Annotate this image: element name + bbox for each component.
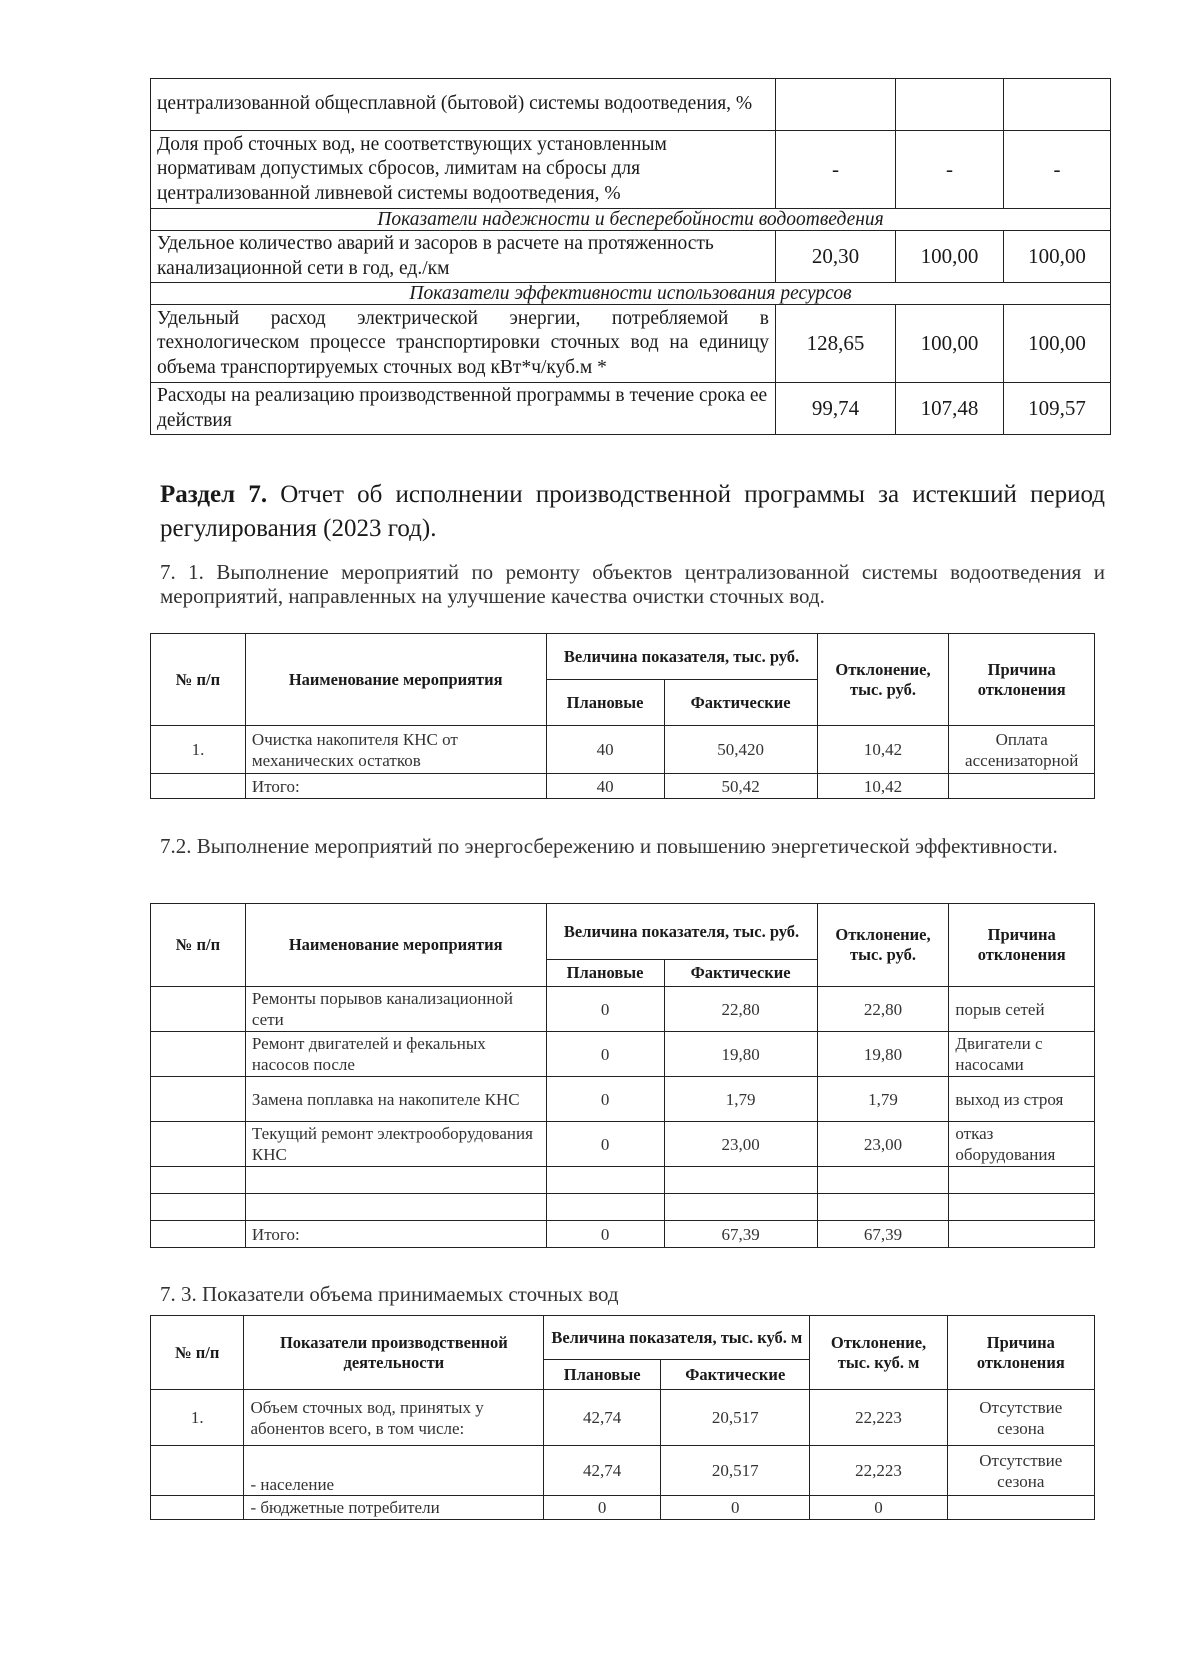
cell-deviation: 10,42 [817, 774, 949, 799]
section-heading: Показатели эффективности использования ресурсов [151, 283, 1111, 305]
cell-name: Очистка накопителя КНС от механических остатков [245, 726, 546, 774]
indicator-value: - [1004, 131, 1111, 209]
cell-reason: выход из строя [949, 1077, 1095, 1122]
cell-number [151, 1167, 246, 1194]
table-row [151, 1221, 1095, 1248]
cell-reason: Отсутствие сезона [947, 1390, 1094, 1446]
col-name: Наименование мероприятия [245, 904, 546, 987]
cell-fact: 20,517 [661, 1390, 810, 1446]
section-number: Раздел 7. [160, 481, 268, 508]
cell-plan: 0 [544, 1496, 661, 1520]
table-row [151, 1446, 1095, 1496]
table-row [151, 1496, 1095, 1520]
col-reason: Причина отклонения [949, 634, 1095, 726]
cell-reason: отказ оборудования [949, 1122, 1095, 1167]
cell-reason [949, 774, 1095, 799]
cell-reason [949, 1194, 1095, 1221]
cell-plan: 0 [546, 1077, 664, 1122]
cell-reason [949, 1167, 1095, 1194]
cell-number [151, 987, 246, 1032]
col-deviation: Отклонение, тыс. куб. м [810, 1316, 947, 1390]
col-value: Величина показателя, тыс. руб. [546, 904, 817, 960]
cell-fact: 23,00 [664, 1122, 817, 1167]
col-name: Показатели производственной деятельности [244, 1316, 544, 1390]
cell-name: Замена поплавка на накопителе КНС [245, 1077, 546, 1122]
table-row [151, 305, 1111, 383]
paragraph-7-2: 7.2. Выполнение мероприятий по энергосбережению и повышению энергетической эффективности. [160, 834, 1058, 858]
indicator-label: централизованной общесплавной (бытовой) системы водоотведения, % [151, 79, 776, 131]
cell-deviation: 22,223 [810, 1446, 947, 1496]
cell-name: Объем сточных вод, принятых у абонентов всего, в том числе: [244, 1390, 544, 1446]
indicator-value: 100,00 [1004, 305, 1111, 383]
cell-number [151, 1496, 244, 1520]
indicator-label: Удельное количество аварий и засоров в расчете на протяженность канализационной сети в год, ед./км [151, 231, 776, 283]
paragraph-7-3: 7. 3. Показатели объема принимаемых сточных вод [160, 1282, 619, 1306]
cell-deviation: 67,39 [817, 1221, 949, 1248]
cell-name: Ремонты порывов канализационной сети [245, 987, 546, 1032]
indicator-value: 100,00 [896, 305, 1004, 383]
cell-plan [546, 1167, 664, 1194]
energy-measures-table [150, 903, 1095, 1248]
table-row [151, 1167, 1095, 1194]
cell-fact [664, 1167, 817, 1194]
cell-deviation [817, 1167, 949, 1194]
cell-fact: 67,39 [664, 1221, 817, 1248]
indicators-table [150, 78, 1111, 435]
cell-number: 1. [151, 1390, 244, 1446]
indicator-label: Расходы на реализацию производственной программы в течение срока ее действия [151, 383, 776, 435]
table-row [151, 1390, 1095, 1446]
cell-name: - бюджетные потребители [244, 1496, 544, 1520]
cell-name: Итого: [245, 1221, 546, 1248]
table-row [151, 774, 1095, 799]
col-name: Наименование мероприятия [245, 634, 546, 726]
cell-fact: 19,80 [664, 1032, 817, 1077]
indicator-value: 128,65 [776, 305, 896, 383]
cell-number [151, 1077, 246, 1122]
col-deviation: Отклонение, тыс. руб. [817, 904, 949, 987]
col-value: Величина показателя, тыс. куб. м [544, 1316, 810, 1360]
cell-deviation: 0 [810, 1496, 947, 1520]
table-row [151, 383, 1111, 435]
cell-name: - население [244, 1446, 544, 1496]
col-reason: Причина отклонения [949, 904, 1095, 987]
cell-name [245, 1194, 546, 1221]
col-plan: Плановые [546, 680, 664, 726]
section-row [151, 209, 1111, 231]
cell-plan: 40 [546, 774, 664, 799]
indicator-value [776, 79, 896, 131]
cell-fact: 20,517 [661, 1446, 810, 1496]
cell-number: 1. [151, 726, 246, 774]
cell-reason: Оплата ассенизаторной [949, 726, 1095, 774]
section-heading: Показатели надежности и бесперебойности водоотведения [151, 209, 1111, 231]
wastewater-volume-table [150, 1315, 1095, 1520]
cell-fact: 22,80 [664, 987, 817, 1032]
cell-deviation: 1,79 [817, 1077, 949, 1122]
indicator-value: 99,74 [776, 383, 896, 435]
cell-plan: 0 [546, 1122, 664, 1167]
indicator-value: 109,57 [1004, 383, 1111, 435]
col-fact: Фактические [664, 680, 817, 726]
cell-plan: 42,74 [544, 1390, 661, 1446]
cell-plan: 40 [546, 726, 664, 774]
indicator-value: - [896, 131, 1004, 209]
cell-name: Текущий ремонт электрооборудования КНС [245, 1122, 546, 1167]
cell-reason [947, 1496, 1094, 1520]
table-row [151, 1194, 1095, 1221]
cell-name: Итого: [245, 774, 546, 799]
section-row [151, 283, 1111, 305]
cell-fact: 50,420 [664, 726, 817, 774]
table-row [151, 1077, 1095, 1122]
cell-name: Ремонт двигателей и фекальных насосов после [245, 1032, 546, 1077]
cell-deviation: 19,80 [817, 1032, 949, 1077]
cell-plan: 0 [546, 987, 664, 1032]
table-row [151, 987, 1095, 1032]
col-plan: Плановые [544, 1360, 661, 1390]
cell-fact [664, 1194, 817, 1221]
cell-reason: порыв сетей [949, 987, 1095, 1032]
section-title [160, 478, 1105, 546]
cell-fact: 1,79 [664, 1077, 817, 1122]
paragraph-7-1: 7. 1. Выполнение мероприятий по ремонту объектов централизованной системы водоотведения и мероприятий, направленных на улучшение качества очистки сточных вод. [160, 560, 1105, 608]
col-fact: Фактические [664, 960, 817, 987]
table-row [151, 79, 1111, 131]
table-row [151, 726, 1095, 774]
cell-reason: Отсутствие сезона [947, 1446, 1094, 1496]
cell-number [151, 1221, 246, 1248]
table-row [151, 131, 1111, 209]
indicator-value: 100,00 [896, 231, 1004, 283]
col-number: № п/п [151, 634, 246, 726]
table-row [151, 1032, 1095, 1077]
col-deviation: Отклонение, тыс. руб. [817, 634, 949, 726]
cell-deviation: 22,223 [810, 1390, 947, 1446]
col-reason: Причина отклонения [947, 1316, 1094, 1390]
cell-plan: 0 [546, 1221, 664, 1248]
repair-measures-table [150, 633, 1095, 799]
cell-reason [949, 1221, 1095, 1248]
cell-number [151, 1032, 246, 1077]
col-plan: Плановые [546, 960, 664, 987]
cell-plan: 42,74 [544, 1446, 661, 1496]
col-value: Величина показателя, тыс. руб. [546, 634, 817, 680]
indicator-label: Доля проб сточных вод, не соответствующих установленным нормативам допустимых сбросов, лимитам на сбросы для централизованной ливневой системы водоотведения, % [151, 131, 776, 209]
cell-deviation: 23,00 [817, 1122, 949, 1167]
table-row [151, 1122, 1095, 1167]
indicator-value: 107,48 [896, 383, 1004, 435]
cell-deviation: 22,80 [817, 987, 949, 1032]
table-row [151, 231, 1111, 283]
col-number: № п/п [151, 1316, 244, 1390]
indicator-value: 100,00 [1004, 231, 1111, 283]
col-number: № п/п [151, 904, 246, 987]
cell-fact: 0 [661, 1496, 810, 1520]
cell-reason: Двигатели с насосами [949, 1032, 1095, 1077]
cell-plan [546, 1194, 664, 1221]
cell-name [245, 1167, 546, 1194]
indicator-value [1004, 79, 1111, 131]
col-fact: Фактические [661, 1360, 810, 1390]
indicator-value: - [776, 131, 896, 209]
cell-deviation [817, 1194, 949, 1221]
indicator-label: Удельный расход электрической энергии, потребляемой в технологическом процессе транспортировки сточных вод на единицу объема транспортируемых сточных вод кВт*ч/куб.м * [151, 305, 776, 383]
cell-number [151, 774, 246, 799]
cell-number [151, 1446, 244, 1496]
cell-fact: 50,42 [664, 774, 817, 799]
cell-number [151, 1194, 246, 1221]
cell-deviation: 10,42 [817, 726, 949, 774]
cell-plan: 0 [546, 1032, 664, 1077]
section-text: Отчет об исполнении производственной программы за истекший период регулирования (2023 год). [160, 481, 1105, 542]
cell-number [151, 1122, 246, 1167]
indicator-value [896, 79, 1004, 131]
indicator-value: 20,30 [776, 231, 896, 283]
